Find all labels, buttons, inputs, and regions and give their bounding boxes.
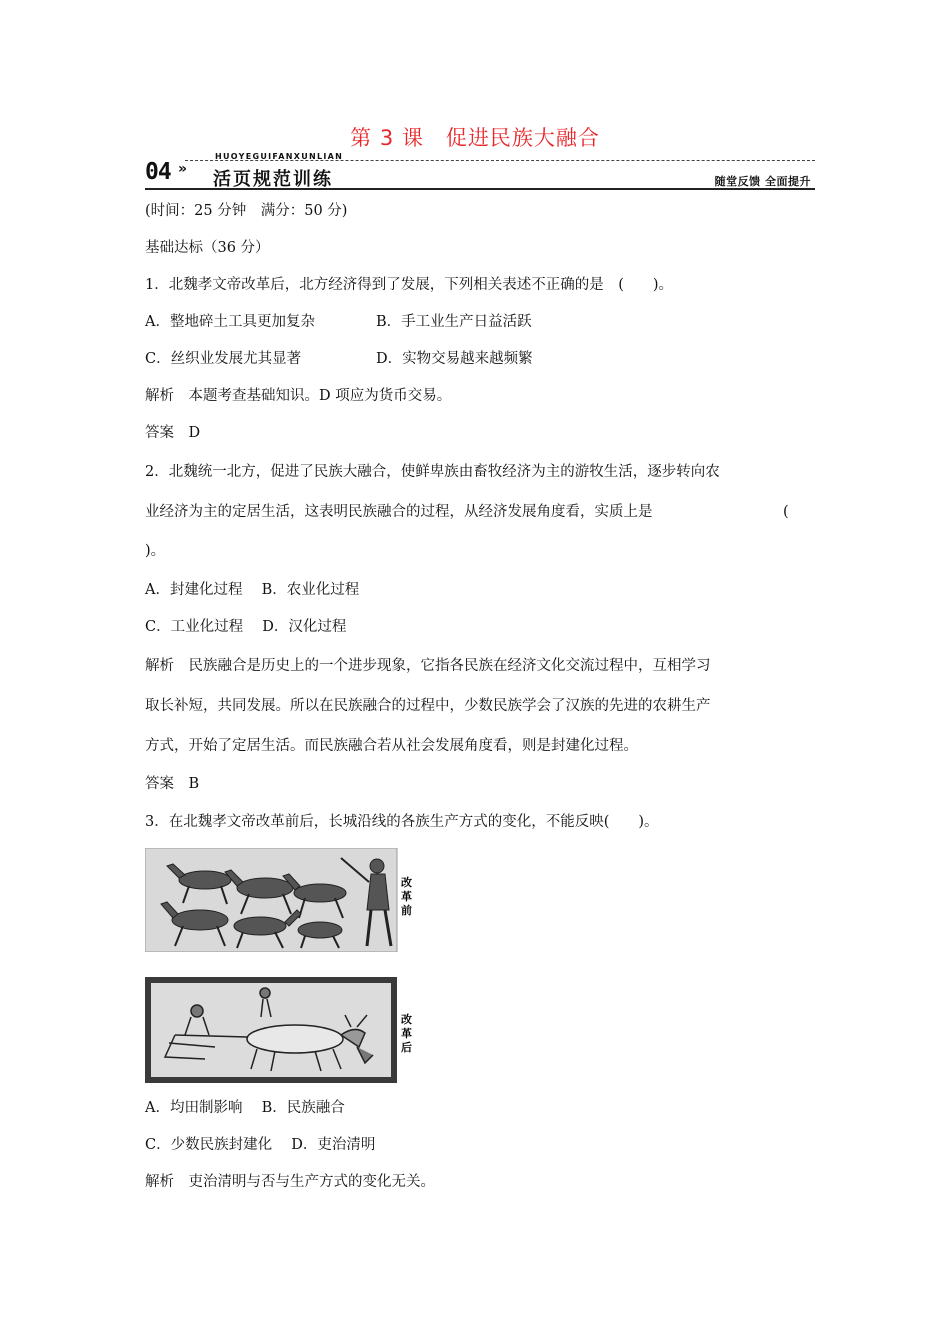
banner-rule	[145, 188, 815, 190]
q2-analysis-line2: 取长补短，共同发展。所以在民族融合的过程中，少数民族学会了汉族的先进的农耕生产	[145, 698, 711, 714]
lesson-title: 第 3 课 促进民族大融合	[350, 126, 600, 150]
q2-stem-paren: (	[783, 504, 789, 520]
plough-mural-image	[145, 977, 425, 1083]
banner-name: 活页规范训练	[213, 169, 333, 190]
chevron-icon: »	[178, 161, 188, 177]
q2-answer: 答案 B	[145, 776, 200, 792]
section-banner	[145, 152, 815, 191]
q3-options-cd: C．少数民族封建化 D．吏治清明	[145, 1137, 376, 1153]
fig1-label-char2: 革	[401, 890, 412, 903]
fig2-label-char1: 改	[401, 1013, 412, 1026]
banner-pinyin: HUOYEGUIFANXUNLIAN	[215, 152, 344, 161]
fig2-label-char2: 革	[401, 1027, 412, 1040]
banner-slogan: 随堂反馈 全面提升	[714, 175, 811, 188]
q2-stem-line3: )。	[145, 543, 166, 559]
fig1-label-char3: 前	[401, 904, 412, 917]
q1-option-d: D．实物交易越来越频繁	[376, 351, 533, 367]
section-heading: 基础达标（36 分）	[145, 240, 270, 256]
q2-analysis-line3: 方式，开始了定居生活。而民族融合若从社会发展角度看，则是封建化过程。	[145, 738, 638, 754]
q2-stem-line1: 2．北魏统一北方，促进了民族大融合，使鲜卑族由畜牧经济为主的游牧生活，逐步转向农	[145, 464, 720, 480]
figure-before-reform	[145, 848, 425, 956]
q1-answer: 答案 D	[145, 425, 201, 441]
figure-after-reform	[145, 977, 425, 1087]
banner-number: 04	[145, 159, 171, 185]
q1-stem: 1．北魏孝文帝改革后，北方经济得到了发展，下列相关表述不正确的是 ( )。	[145, 277, 674, 293]
q3-stem: 3．在北魏孝文帝改革前后，长城沿线的各族生产方式的变化，不能反映( )。	[145, 814, 659, 830]
q2-analysis-line1: 解析 民族融合是历史上的一个进步现象，它指各民族在经济文化交流过程中，互相学习	[145, 658, 711, 674]
q1-option-b: B．手工业生产日益活跃	[376, 314, 532, 330]
herding-mural-image	[145, 848, 425, 952]
q3-analysis: 解析 吏治清明与否与生产方式的变化无关。	[145, 1174, 435, 1190]
q3-options-ab: A．均田制影响 B．民族融合	[145, 1100, 345, 1116]
fig2-label-char3: 后	[401, 1041, 412, 1054]
q1-analysis: 解析 本题考查基础知识。D 项应为货币交易。	[145, 388, 452, 404]
q2-options-cd: C．工业化过程 D．汉化过程	[145, 619, 347, 635]
time-info: (时间：25 分钟 满分：50 分)	[145, 203, 348, 219]
q1-option-c: C．丝织业发展尤其显著	[145, 351, 302, 367]
q2-stem-line2: 业经济为主的定居生活，这表明民族融合的过程，从经济发展角度看，实质上是	[145, 504, 653, 520]
fig1-label-char1: 改	[401, 876, 412, 889]
q2-options-ab: A．封建化过程 B．农业化过程	[145, 582, 360, 598]
q1-option-a: A．整地碎土工具更加复杂	[145, 314, 315, 330]
